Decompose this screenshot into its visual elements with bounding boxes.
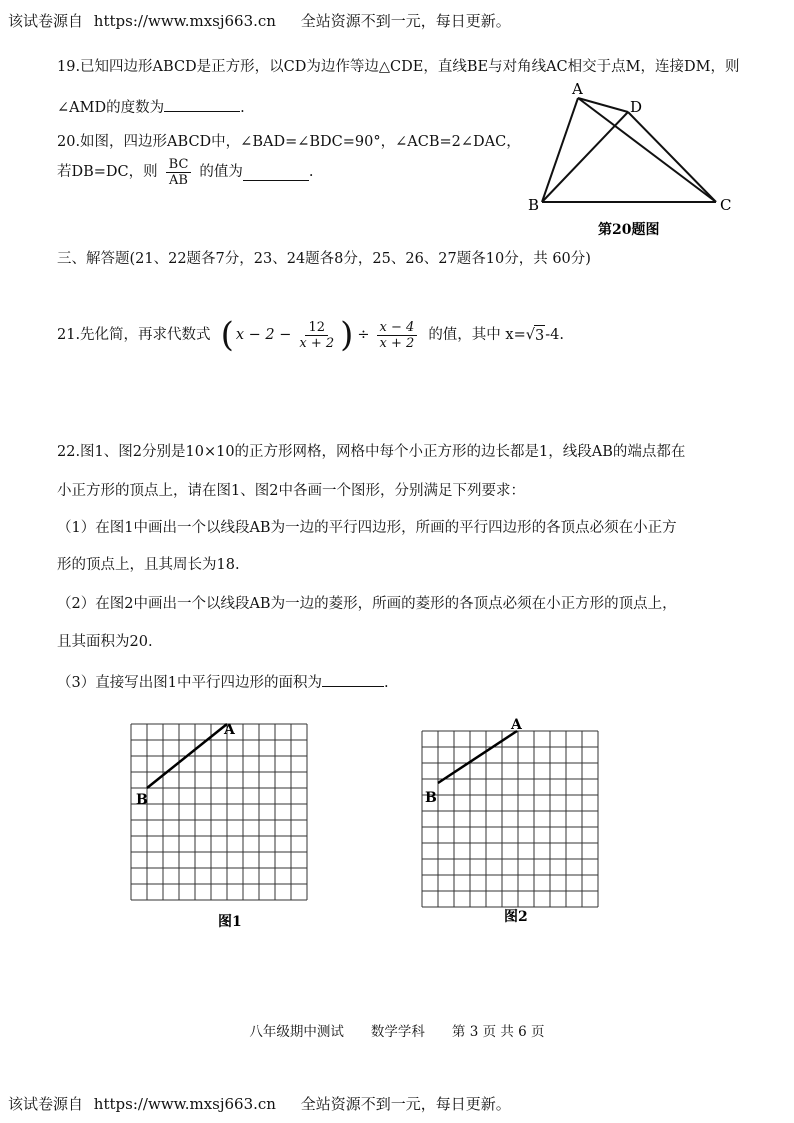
q21-frac2-num: x − 4 [377,320,418,336]
q21-frac1-num: 12 [305,320,328,336]
fig20-label-c: C [720,196,732,214]
q21-frac1-den: x + 2 [299,335,335,351]
q20-line2-suffix: 的值为 [199,164,243,180]
q21-frac2 [377,320,418,351]
fig2-segment-ab [438,731,517,783]
q22-line6: 且其面积为20. [57,634,153,650]
fig2-grid [422,731,598,907]
q22-figure2 [408,708,618,928]
segment-ac [578,98,716,202]
q22-line7-text: （3）直接写出图1中平行四边形的面积为 [57,675,322,691]
q21-tail: -4. [545,327,564,343]
fig1-label-a: A [224,722,235,738]
q21-prefix: 21.先化简，再求代数式 [57,327,211,343]
q20-fraction [166,157,192,188]
segment-dc [628,112,716,202]
fig20-caption: 第20题图 [598,222,660,238]
fig1-caption: 图1 [218,914,242,930]
q20-line2-prefix: 若DB=DC，则 [57,164,158,180]
fig2-label-b: B [425,790,437,806]
page-footer: 八年级期中测试 数学学科 第 3 页 共 6 页 [249,1024,545,1040]
source-slogan-bottom: 全站资源不到一元，每日更新。 [300,1095,511,1113]
q19-answer-blank [164,95,240,112]
q22-line7: （3）直接写出图1中平行四边形的面积为 . [57,670,389,693]
q21-frac2-den: x + 2 [379,335,415,351]
q22-line3: （1）在图1中画出一个以线段AB为一边的平行四边形，所画的平行四边形的各顶点必须在小正方 [57,520,677,536]
source-slogan: 全站资源不到一元，每日更新。 [300,12,511,30]
source-footer [8,1093,511,1114]
q20-answer-blank [243,164,309,181]
q19-line1: 19.已知四边形ABCD是正方形，以CD为边作等边△CDE，直线BE与对角线AC相交于点M，连接DM，则 [57,59,740,75]
q20-line1: 20.如图，四边形ABCD中，∠BAD=∠BDC=90°，∠ACB=2∠DAC， [57,134,521,150]
q21-div: ÷ [357,327,370,343]
q20-figure [520,78,740,248]
segment-ad [578,98,628,112]
fig2-label-a: A [511,717,522,733]
source-label: 该试卷源自 [8,12,84,30]
q21-right-paren: ) [340,315,354,355]
q21-line [57,310,564,360]
q22-line5: （2）在图2中画出一个以线段AB为一边的菱形，所画的菱形的各顶点必须在小正方形的顶点上， [57,596,677,612]
fig1-grid [131,724,307,900]
source-header [8,10,511,31]
segment-bd [542,112,628,202]
q21-expr: x − 2 − [235,327,292,343]
q21-root: 3 [534,325,545,346]
q22-line4: 形的顶点上，且其周长为18. [57,557,240,573]
q22-line2: 小正方形的顶点上，请在图1、图2中各画一个图形，分别满足下列要求： [57,483,525,499]
q19-line2-text: ∠AMD的度数为 [57,100,165,116]
source-label-bottom: 该试卷源自 [8,1095,84,1113]
q19-line2: ∠AMD的度数为 . [57,95,245,118]
q22-figure1 [120,712,330,932]
fig1-label-b: B [136,792,148,808]
segment-ab [542,98,578,202]
fig20-label-d: D [630,98,643,116]
q20-frac-num: BC [166,157,192,173]
fig20-label-b: B [528,196,540,214]
fig20-label-a: A [572,80,583,98]
source-url[interactable]: https://www.mxsj663.cn [93,12,276,30]
fig2-caption: 图2 [504,909,528,925]
q20-frac-den: AB [169,172,188,188]
source-url-bottom[interactable]: https://www.mxsj663.cn [93,1095,276,1113]
section3-title: 三、解答题(21、22题各7分，23、24题各8分，25、26、27题各10分，共 60分) [57,251,591,267]
q21-left-paren: ( [220,315,234,355]
q21-sqrt-sign: √ [525,327,535,343]
q21-frac1 [296,320,337,351]
q22-answer-blank [322,670,384,687]
q22-line1: 22.图1、图2分别是10×10的正方形网格，网格中每个小正方形的边长都是1，线段AB的端点都在 [57,444,686,460]
q20-line2: 若DB=DC，则 $\frac{BC}{AB}$ 的值为 . [57,156,314,188]
q21-suffix: 的值，其中 x= [428,327,526,343]
